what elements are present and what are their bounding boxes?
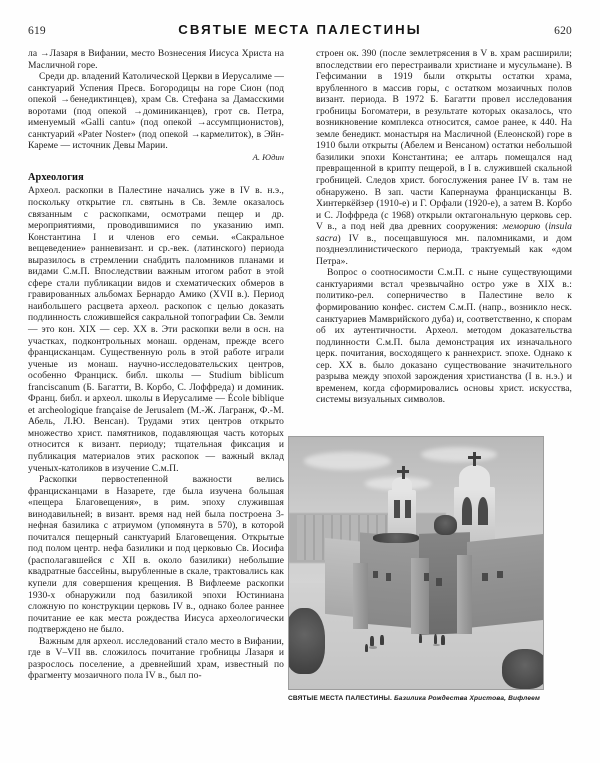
photo-cross-right-arm: [468, 456, 481, 459]
column-left: [28, 48, 284, 682]
paragraph-archaeology-1: Археол. раскопки в Палестине начались уже в IV в. н.э., поскольку открытие гл. святынь в Св. Земле оказалось связанным с раскопками, осмотрами пещер и др. мероприятиями, проводившимися по указанию имп. Константина I и членов его семьи. «Сакральное вещеведение» ранневизант. и ср.-век. (латинского) периода выразилось в стремлении снабдить паломников планами и видами С.м.П. Впоследствии важным итогом работ в этой сфере стали публикации видов и схематических обмеров в гравированных альбомах Бернардо Амико (XVII в.). Период наибольшего расцвета археол. раскопок с целью доказать подлинность сложившейся сакральной топографии Св. Земли — это кон. XIX — сер. XX в. Эти раскопки вели в осн. на участках, подконтрольных монаш. орденам, прежде всего францисканцам. Существенную роль в этой работе играли ученые из монаш. научно-исследовательских центров, особенно Франциск. библ. школы — Studium biblicum franciscanum (Б. Багатти, В. Корбо, С. Лоффреда) и доминик. Франц. библ. и археол. школы в Иерусалиме — École biblique et archeologique française de Jerusalem (М.-Ж. Лагранж, Ф.-М. Абель, Л.Ю. Венсан). Трудами этих центров открыто множество христ. памятников, подавляющая часть которых относится к визант. периоду; тщательная фиксация и публикация материалов этих раскопок — важный вклад ученых-католиков в изучение С.м.П.: [28, 185, 284, 474]
photo-person: [419, 634, 422, 643]
paragraph-right-authenticity: Вопрос о соотносимости С.м.П. с ныне существующими санктуариями встал чрезвычайно остро уже в XIX в.: политико-рел. соперничество в Палестине вело к формированию конфес. систем С.м.П. (напр., возникло неск. санктуариев Мамврийского дуба) и, соответственно, к спорам об их аутентичности. Археол. методом доказательства подлинности С.м.П. была демонстрация их изначального церк. почитания, восходящего к раннехрист. эпохе. Однако к сер. XX в. было доказано существование значительного разрыва между эпохой зарождения христианства (I в. н.э.) и временем, когда сформировались основы христ. искусства, системы визуальных символов.: [316, 267, 572, 406]
photo-window: [436, 578, 442, 586]
column-right: [316, 48, 572, 406]
photo-tree-right: [502, 649, 544, 689]
photo-window: [386, 573, 391, 581]
paragraph-archaeology-3: Важным для археол. исследований стало место в Вифании, где в V–VII вв. сложилось почитание гробницы Лазаря и разрослось поселение, а древнейший храм, известный по фрагменту мозаичного пола IV в., был по-: [28, 635, 284, 682]
page-title: СВЯТЫЕ МЕСТА ПАЛЕСТИНЫ: [178, 22, 422, 37]
paragraph-archaeology-2: Раскопки первостепенной важности велись францисканцами в Назарете, где была изучена большая «пещера Благовещения», в рим. эпоху служившая винодавильней; в визант. время над ней была построена 3-нефная базилика с атриумом (упомянута в 570), в которой почитался пещерный санктуарий Благовещения. Открытые под полом центр. нефа базилики и под церковью Св. Иосифа (располагавшейся с XII в. около базилики) небольшие квадратные бассейны, вырубленные в скале, трактовались как купели для совершения крещения. В Вифлееме раскопки 1930-х обнаружили под базиликой эпохи Юстиниана сложную по конструкции церковь IV в., однако более раннее почитание ее как места рождества Иисуса археологически подтверждено не было.: [28, 474, 284, 636]
photo-window: [497, 571, 503, 579]
photo-tower-cap-right: [459, 465, 489, 490]
photo-nativity-basilica: [289, 437, 543, 689]
photo-person-shadow: [369, 646, 377, 649]
paragraph-continued: ла →Лазаря в Вифании, место Вознесения Иисуса Христа на Масличной горе.: [28, 48, 284, 71]
folio-right: 620: [554, 25, 572, 37]
photo-buttress: [411, 558, 429, 634]
photo-roof-shrubs: [373, 533, 419, 543]
paragraph-right-continued: [316, 48, 572, 267]
photo-person: [365, 644, 368, 653]
photo-wall-right: [467, 534, 543, 628]
photo-belfry-arch: [462, 497, 472, 525]
photo-tree-behind: [434, 515, 457, 535]
photo-person: [370, 636, 373, 646]
photo-cross-left-arm: [397, 470, 408, 473]
figure-block: [288, 436, 544, 703]
paragraph-right-tail: IV в., посещавшуюся мн. паломниками, и дом позднеэллинистического периода, трактуемый как «дом Петра».: [316, 232, 572, 267]
term-memoria: меморию: [502, 221, 541, 233]
photo-person: [441, 635, 445, 645]
paren-close: ): [337, 232, 341, 244]
photo-tree-left: [288, 608, 325, 674]
photo-person: [380, 635, 383, 646]
photo-cloud: [304, 452, 390, 470]
section-heading-archaeology: Археология: [28, 172, 84, 184]
folio-left: 619: [28, 25, 46, 37]
running-head: [28, 22, 572, 44]
photo-person-shadow: [433, 644, 441, 647]
photo-belfry-opening: [405, 500, 411, 518]
photo-window: [373, 571, 378, 579]
photo-tower-cap-left: [392, 477, 412, 492]
author-signature: А. Юдин: [252, 151, 284, 162]
paren-open: (: [540, 221, 549, 233]
photo-buttress: [353, 563, 368, 629]
paragraph-catholic-possessions: Среди др. владений Католической Церкви в Иерусалиме — санктуарий Успения Пресв. Богородицы на горе Сион (под опекой →бенедиктинцев), храм Св. Стефана за Дамасскими воротами (под опекой →доминиканцев), грот св. Петра, именуемый «Galli cantu» (под опекой →ассумпционистов), санктуарий «Pater Noster» (под опекой →кармелиток), в Эйн-Кареме — источник Девы Марии.: [28, 71, 284, 152]
figure-caption-lemma: СВЯТЫЕ МЕСТА ПАЛЕСТИНЫ.: [288, 695, 392, 702]
photo-window: [482, 573, 488, 581]
photo-belfry-arch: [478, 497, 488, 525]
term-insula-sacra: insula sacra: [316, 221, 572, 244]
photo-person: [434, 634, 438, 645]
photo-window: [424, 573, 430, 581]
photo-buttress: [457, 555, 472, 633]
photo-belfry-opening: [394, 500, 400, 518]
paragraph-right-head: строен ок. 390 (после землетрясения в V в. храм расширили; впоследствии его перестраивали христиане и мусульмане). В Гефсимании в 1919 были открыты остатки храма, врубленного в массив горы, с остатком мозаичных полов визант. периода. В 1972 Б. Багатти провел исследования гробницы Богоматери, в результате которых оказалось, что возникновение комплекса относится, самое ранее, к 440. На земле бенедикт. монастыря на Масличной (Елеонской) горе в 1910 были открыты (Абелем и Венсаном) остатки небольшой базилики эпохи Константина; ее алтарь помещался над превращенной в крипту пещерой, в I в. служившей скальной гробницей. Следов христ. богослужения ранее IV в. там не обнаружено. В зап. части Капернаума францисканцы В. Хинтеркёйзер (1910-е) и Г. Орфали (1920-е), а затем В. Корбо и С. Лоффреда (с 1968) открыли октагональную церковь сер. V в., а под ней два древних сооружения:: [316, 48, 572, 233]
photo-cross-right: [473, 452, 476, 466]
figure-caption: [288, 695, 544, 703]
photo-frame: [288, 436, 544, 690]
figure-caption-text: Базилика Рождества Христова, Вифлеем: [391, 695, 541, 702]
